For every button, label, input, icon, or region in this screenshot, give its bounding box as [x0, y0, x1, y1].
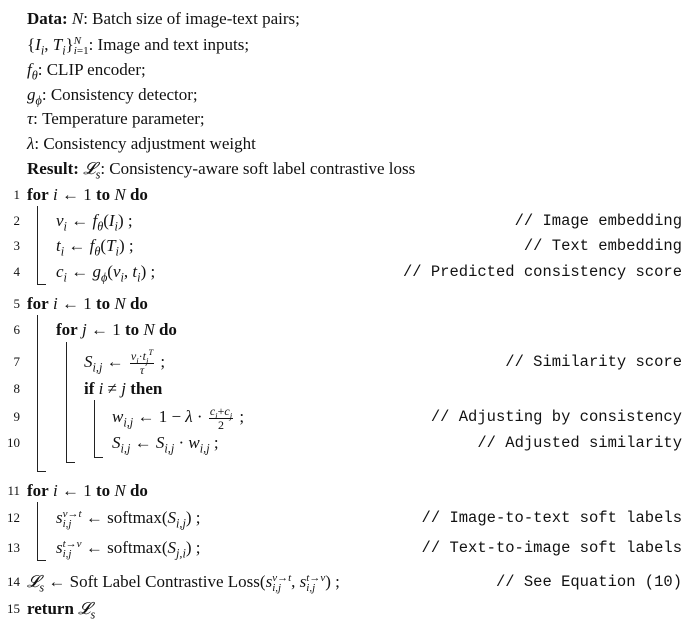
- comment: // Image-to-text soft labels: [421, 509, 682, 527]
- algo-line-15: 15 return 𝓛$_s$: [0, 596, 690, 622]
- algo-line-3: 3 $t_i$ ← $f_\theta(T_i)$ ; // Text embedding: [0, 233, 690, 259]
- data-label: Data:: [27, 9, 68, 28]
- comment: // Adjusting by consistency: [430, 408, 682, 426]
- data-line-batch: Data: N: Batch size of image-text pairs;: [27, 9, 300, 28]
- block-line: [37, 502, 38, 560]
- block-line: [66, 342, 67, 462]
- block-end: [37, 284, 46, 285]
- line-number: 13: [7, 540, 20, 555]
- algo-line-8: 8 if i ≠ j then: [0, 376, 690, 402]
- block-line: [94, 400, 95, 457]
- line-number: 9: [13, 409, 20, 424]
- line-number: 8: [13, 381, 20, 396]
- line-number: 4: [13, 264, 20, 279]
- comment: // Adjusted similarity: [477, 434, 682, 452]
- algo-line-12: 12 s v→t i,j ← $softmax(S_{i,j})$ ; // Image-to-text soft labels: [0, 505, 690, 531]
- block-end: [37, 471, 46, 472]
- line-number: 14: [7, 574, 20, 589]
- data-line-tau: τ: Temperature parameter;: [27, 109, 205, 128]
- block-end: [94, 457, 103, 458]
- block-end: [37, 560, 46, 561]
- data-line-inputs: {$I_i$, $T_i$} N i=1 : Image and text inputs;: [27, 35, 250, 58]
- comment: // See Equation (10): [495, 573, 682, 591]
- block-line: [37, 315, 38, 471]
- algo-line-5: 5 for i ← 1 to N do: [0, 291, 690, 317]
- result-line: Result: 𝓛$_s$: Consistency-aware soft label contrastive loss: [27, 159, 416, 182]
- data-line-encoder: $f_\theta$: CLIP encoder;: [27, 60, 146, 83]
- line-number: 5: [13, 296, 20, 311]
- block-end: [66, 462, 75, 463]
- line-number: 12: [7, 510, 20, 525]
- algo-line-4: 4 $c_i$ ← $g_\phi(v_i$, $t_i$) ; // Predicted consistency score: [0, 259, 690, 285]
- algo-line-9: 9 $w_{i,j}$ ← 1 − λ · $\frac{c_i+c_j}{2}$ ; // Adjusting by consistency: [0, 404, 690, 430]
- line-number: 1: [13, 187, 20, 202]
- comment: // Predicted consistency score: [402, 263, 682, 281]
- data-line-detector: $g_\phi$: Consistency detector;: [27, 85, 198, 108]
- algo-line-10: 10 $S_{i,j}$ ← $S_{i,j} \cdot w_{i,j}$ ; // Adjusted similarity: [0, 430, 690, 456]
- algo-line-6: 6 for j ← 1 to N do: [0, 317, 690, 343]
- line-number: 11: [7, 483, 20, 498]
- line-number: 10: [7, 435, 20, 450]
- block-line: [37, 206, 38, 284]
- comment: // Image embedding: [514, 212, 682, 230]
- comment: // Text-to-image soft labels: [421, 539, 682, 557]
- algo-line-1: 1 for i ← 1 to N do: [0, 182, 690, 208]
- algo-line-13: 13 s t→v i,j ← $softmax(S_{j,i})$ ; // Text-to-image soft labels: [0, 535, 690, 561]
- algo-line-14: 14 𝓛$_s$ ← Soft Label Contrastive Loss(s v→t i,j , s t→v i,j ) ; // See Equation (10): [0, 569, 690, 595]
- line-number: 15: [7, 601, 20, 616]
- algo-line-11: 11 for i ← 1 to N do: [0, 478, 690, 504]
- line-number: 2: [13, 213, 20, 228]
- algo-line-2: 2 $v_i$ ← $f_\theta(I_i)$ ; // Image embedding: [0, 208, 690, 234]
- line-number: 7: [13, 354, 20, 369]
- line-number: 3: [13, 238, 20, 253]
- comment: // Similarity score: [505, 353, 682, 371]
- line-number: 6: [13, 322, 20, 337]
- data-line-lambda: λ: Consistency adjustment weight: [27, 134, 256, 153]
- result-label: Result:: [27, 159, 79, 178]
- algo-line-7: 7 $S_{i,j}$ ← $\frac{v_i\cdot t_j^T}{\tau}$ ; // Similarity score: [0, 349, 690, 375]
- comment: // Text embedding: [523, 237, 682, 255]
